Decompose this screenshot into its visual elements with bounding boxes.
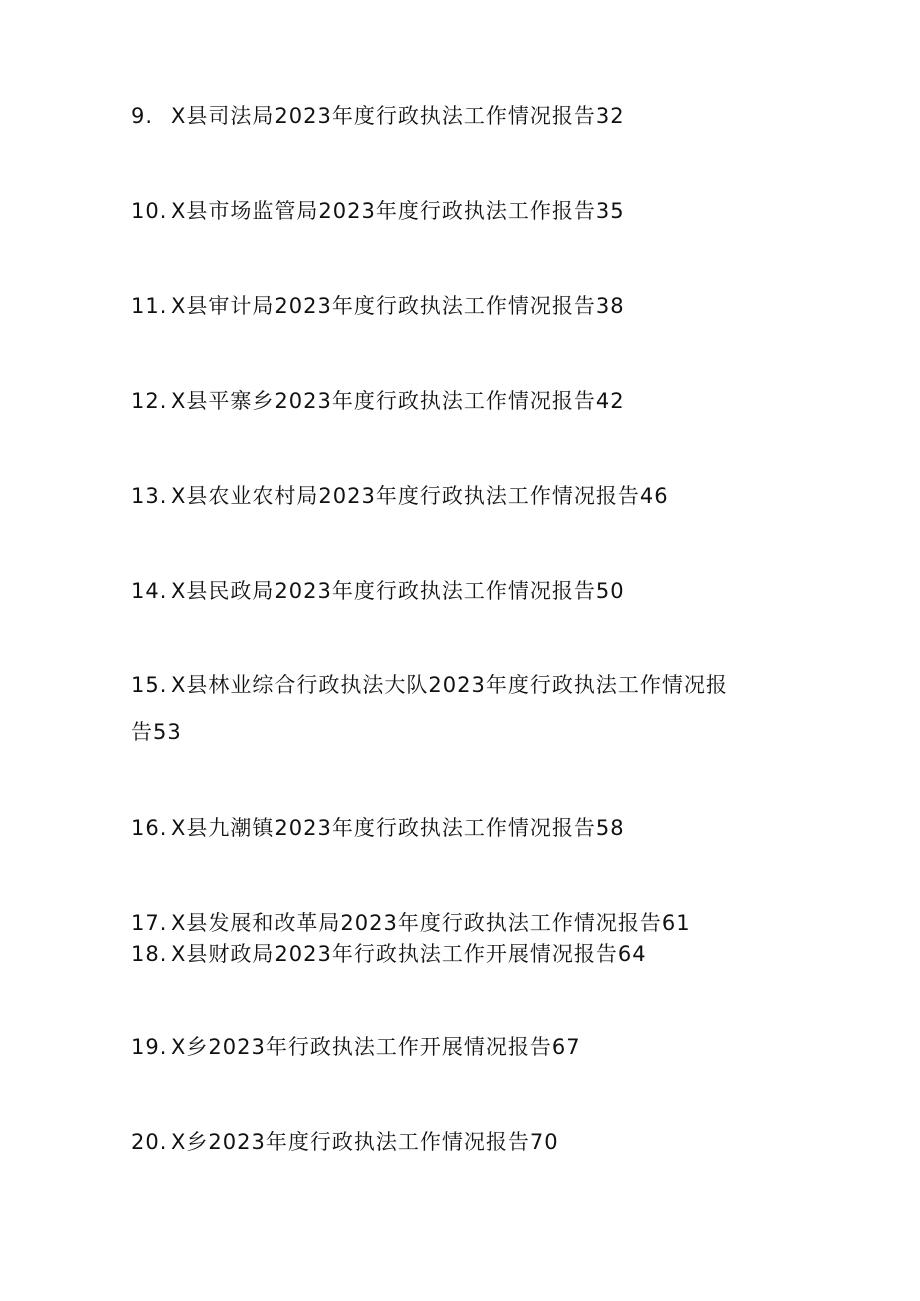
toc-entry-number: 16. [131, 816, 168, 840]
toc-entry-title: X乡2023年行政执法工作开展情况报告67 [171, 1035, 581, 1059]
toc-entry-title: X县平寨乡2023年度行政执法工作情况报告42 [171, 389, 625, 413]
toc-entry-title: X县民政局2023年度行政执法工作情况报告50 [171, 579, 625, 603]
toc-entry-12[interactable] [131, 389, 751, 413]
toc-entry-11[interactable] [131, 294, 751, 318]
toc-entry-16[interactable] [131, 816, 751, 840]
toc-entry-number: 11. [131, 294, 168, 318]
toc-entry-number: 17. [131, 911, 168, 935]
toc-entry-10[interactable] [131, 199, 751, 223]
toc-entry-number: 20. [131, 1130, 168, 1154]
toc-entry-9[interactable] [131, 104, 751, 128]
toc-entry-number: 18. [131, 942, 168, 966]
toc-entry-18[interactable] [131, 942, 751, 966]
toc-entry-title: X县财政局2023年行政执法工作开展情况报告64 [171, 942, 647, 966]
toc-entry-title: X县农业农村局2023年度行政执法工作情况报告46 [171, 484, 669, 508]
toc-entry-13[interactable] [131, 484, 751, 508]
toc-entry-title: X县市场监管局2023年度行政执法工作报告35 [171, 199, 625, 223]
toc-entry-number: 9. [131, 104, 154, 128]
toc-entry-20[interactable] [131, 1130, 751, 1154]
toc-entry-number: 12. [131, 389, 168, 413]
toc-entry-title: X县发展和改革局2023年度行政执法工作情况报告61 [171, 911, 691, 935]
toc-entry-title: X县林业综合行政执法大队2023年度行政执法工作情况报告53 [131, 673, 728, 744]
toc-entry-17[interactable] [131, 911, 751, 935]
toc-entry-number: 10. [131, 199, 168, 223]
toc-entry-title: X县司法局2023年度行政执法工作情况报告32 [171, 104, 625, 128]
toc-entry-number: 13. [131, 484, 168, 508]
toc-entry-19[interactable] [131, 1035, 751, 1059]
toc-entry-15[interactable] [131, 662, 731, 756]
toc-entry-number: 14. [131, 579, 168, 603]
toc-entry-number: 15. [131, 673, 168, 697]
toc-entry-number: 19. [131, 1035, 168, 1059]
toc-entry-14[interactable] [131, 579, 751, 603]
toc-entry-title: X乡2023年度行政执法工作情况报告70 [171, 1130, 559, 1154]
toc-entry-title: X县九潮镇2023年度行政执法工作情况报告58 [171, 816, 625, 840]
toc-entry-title: X县审计局2023年度行政执法工作情况报告38 [171, 294, 625, 318]
